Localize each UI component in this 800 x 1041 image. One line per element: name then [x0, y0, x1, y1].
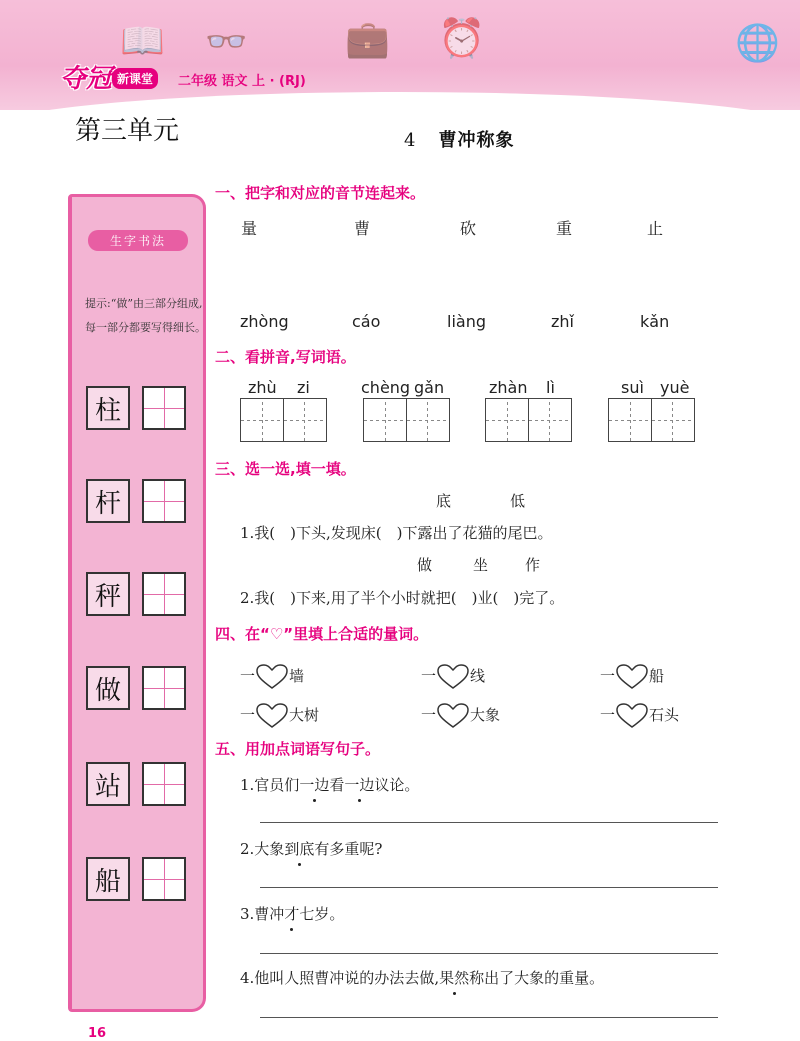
- word-option: 做: [417, 556, 433, 574]
- practice-grid[interactable]: [142, 762, 186, 806]
- section-4-title: 四、在“♡”里填上合适的量词。: [215, 625, 429, 643]
- example-sentence: 2.大象到底有多重呢?: [240, 840, 383, 858]
- measure-word-item: [240, 664, 304, 690]
- unit-title: 第三单元: [75, 116, 180, 146]
- match-character[interactable]: 砍: [460, 219, 477, 238]
- dotted-word: 一边: [299, 776, 330, 794]
- word-writing-grid[interactable]: [363, 398, 448, 442]
- section-3-title: 三、选一选,填一填。: [215, 460, 356, 478]
- dotted-word: 一边: [344, 776, 375, 794]
- match-character[interactable]: 量: [241, 219, 258, 238]
- sample-character: 站: [86, 762, 130, 806]
- dotted-word: 才: [284, 905, 300, 923]
- match-character[interactable]: 曹: [354, 219, 371, 238]
- noun: 大象: [470, 706, 501, 724]
- series-label: 二年级 语文 上 · (RJ): [178, 74, 306, 89]
- page-number: 16: [88, 1026, 107, 1041]
- match-character[interactable]: 止: [647, 219, 664, 238]
- word-pinyin: zi: [297, 378, 310, 397]
- prefix-one: 一: [421, 706, 437, 724]
- practice-grid[interactable]: [142, 386, 186, 430]
- book-icon: 📖: [120, 21, 165, 62]
- brand-logo: 夺冠: [60, 64, 113, 94]
- noun: 船: [649, 667, 665, 685]
- measure-word-item: [240, 703, 319, 729]
- word-pinyin: zhàn: [489, 378, 528, 397]
- fill-sentence[interactable]: 1.我( )下头,发现床( )下露出了花猫的尾巴。: [240, 524, 553, 542]
- word-option: 坐: [473, 556, 489, 574]
- noun: 线: [470, 667, 486, 685]
- heart-blank-icon[interactable]: [255, 664, 289, 690]
- word-pinyin: suì: [621, 378, 644, 397]
- word-pinyin: lì: [546, 378, 555, 397]
- match-pinyin[interactable]: zhòng: [240, 312, 289, 331]
- page-header-banner: [0, 0, 800, 110]
- answer-line[interactable]: [260, 822, 718, 823]
- example-sentence: 3.曹冲才七岁。: [240, 905, 345, 923]
- lesson-name: 曹冲称象: [438, 130, 515, 151]
- match-character[interactable]: 重: [556, 219, 573, 238]
- dotted-word: 到底: [284, 840, 315, 858]
- sample-character: 做: [86, 666, 130, 710]
- prefix-one: 一: [600, 667, 616, 685]
- practice-grid[interactable]: [142, 666, 186, 710]
- answer-line[interactable]: [260, 887, 718, 888]
- answer-line[interactable]: [260, 1017, 718, 1018]
- word-option: 低: [510, 492, 526, 510]
- dotted-word: 果然: [439, 969, 470, 987]
- noun: 大树: [289, 706, 320, 724]
- glasses-icon: 👓: [205, 22, 248, 62]
- word-option: 底: [436, 492, 452, 510]
- word-pinyin: gǎn: [414, 378, 445, 397]
- heart-blank-icon[interactable]: [436, 664, 470, 690]
- section-2-title: 二、看拼音,写词语。: [215, 348, 356, 366]
- prefix-one: 一: [421, 667, 437, 685]
- sample-character: 柱: [86, 386, 130, 430]
- heart-blank-icon[interactable]: [255, 703, 289, 729]
- practice-grid[interactable]: [142, 572, 186, 616]
- prefix-one: 一: [600, 706, 616, 724]
- word-pinyin: zhù: [248, 378, 277, 397]
- measure-word-item: [600, 703, 679, 729]
- header-wave-divider: [0, 92, 800, 110]
- heart-blank-icon[interactable]: [615, 703, 649, 729]
- noun: 石头: [649, 706, 680, 724]
- section-1-title: 一、把字和对应的音节连起来。: [215, 184, 426, 202]
- sample-character: 杆: [86, 479, 130, 523]
- sample-character: 秤: [86, 572, 130, 616]
- lesson-number: 4: [404, 130, 417, 151]
- word-pinyin: chèng: [361, 378, 411, 397]
- example-sentence: 4.他叫人照曹冲说的办法去做,果然称出了大象的重量。: [240, 969, 605, 987]
- lesson-title: [404, 126, 514, 152]
- match-pinyin[interactable]: liàng: [447, 312, 486, 331]
- fill-sentence[interactable]: 2.我( )下来,用了半个小时就把( )业( )完了。: [240, 589, 565, 607]
- section-5-title: 五、用加点词语写句子。: [215, 740, 381, 758]
- heart-blank-icon[interactable]: [615, 664, 649, 690]
- practice-grid[interactable]: [142, 857, 186, 901]
- match-pinyin[interactable]: zhǐ: [551, 312, 574, 331]
- answer-line[interactable]: [260, 953, 718, 954]
- word-writing-grid[interactable]: [485, 398, 570, 442]
- heart-blank-icon[interactable]: [436, 703, 470, 729]
- match-pinyin[interactable]: kǎn: [640, 312, 670, 331]
- bag-icon: 💼: [345, 19, 390, 60]
- practice-grid[interactable]: [142, 479, 186, 523]
- sample-character: 船: [86, 857, 130, 901]
- sidebar-heading: 生字书法: [88, 230, 188, 251]
- match-pinyin[interactable]: cáo: [352, 312, 381, 331]
- measure-word-item: [421, 703, 500, 729]
- measure-word-item: [421, 664, 485, 690]
- word-writing-grid[interactable]: [240, 398, 325, 442]
- clock-icon: ⏰: [438, 16, 486, 60]
- globe-icon: 🌐: [735, 23, 780, 64]
- word-writing-grid[interactable]: [608, 398, 693, 442]
- prefix-one: 一: [240, 706, 256, 724]
- word-pinyin: yuè: [660, 378, 690, 397]
- word-option: 作: [525, 556, 541, 574]
- sidebar-hint: 提示:“做”由三部分组成,每一部分都要写得细长。: [85, 297, 206, 334]
- prefix-one: 一: [240, 667, 256, 685]
- brand-badge: 新课堂: [112, 68, 158, 89]
- measure-word-item: [600, 664, 664, 690]
- example-sentence: 1.官员们一边看一边议论。: [240, 776, 420, 794]
- noun: 墙: [289, 667, 305, 685]
